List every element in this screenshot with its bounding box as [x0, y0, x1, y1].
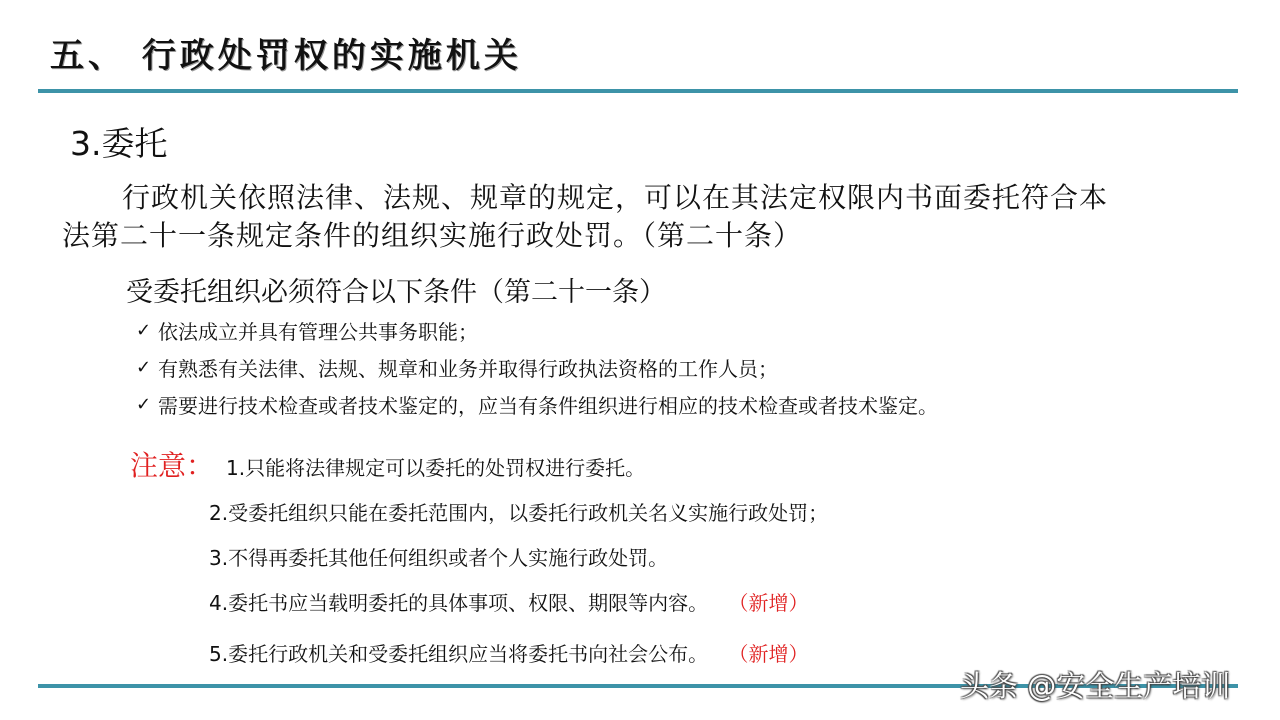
condition-text: 有熟悉有关法律、法规、规章和业务并取得行政执法资格的工作人员；	[158, 357, 778, 381]
note-text: 1.只能将法律规定可以委托的处罚权进行委托。	[226, 456, 646, 480]
note-item	[209, 497, 828, 526]
condition-item	[136, 353, 778, 382]
note-item	[209, 542, 668, 571]
condition-item	[136, 316, 478, 345]
title-divider	[38, 89, 1238, 93]
new-tag: （新增）	[728, 642, 809, 666]
condition-text: 依法成立并具有管理公共事务职能；	[158, 320, 478, 344]
note-label: 注意：	[130, 449, 215, 482]
note-item	[226, 452, 645, 481]
note-item	[209, 638, 808, 667]
paragraph-line-1: 行政机关依照法律、法规、规章的规定，可以在其法定权限内书面委托符合本	[122, 181, 1109, 214]
condition-text: 需要进行技术检查或者技术鉴定的，应当有条件组织进行相应的技术检查或者技术鉴定。	[158, 394, 938, 418]
slide-title: 五、 行政处罚权的实施机关	[50, 36, 522, 76]
note-text: 2.受委托组织只能在委托范围内，以委托行政机关名义实施行政处罚；	[209, 501, 829, 525]
paragraph-line-2: 法第二十一条规定条件的组织实施行政处罚。（第二十条）	[62, 219, 803, 252]
condition-item	[136, 390, 938, 419]
conditions-heading: 受委托组织必须符合以下条件（第二十一条）	[126, 277, 666, 308]
note-text: 4.委托书应当载明委托的具体事项、权限、期限等内容。	[209, 591, 709, 615]
checkmark-icon: ✓	[136, 320, 152, 341]
checkmark-icon: ✓	[136, 394, 152, 415]
watermark: 头条 @安全生产培训	[960, 669, 1231, 703]
note-item	[209, 587, 808, 616]
new-tag: （新增）	[728, 591, 809, 615]
note-text: 5.委托行政机关和受委托组织应当将委托书向社会公布。	[209, 642, 709, 666]
section-heading: 3.委托	[70, 124, 168, 163]
checkmark-icon: ✓	[136, 357, 152, 378]
note-text: 3.不得再委托其他任何组织或者个人实施行政处罚。	[209, 546, 669, 570]
